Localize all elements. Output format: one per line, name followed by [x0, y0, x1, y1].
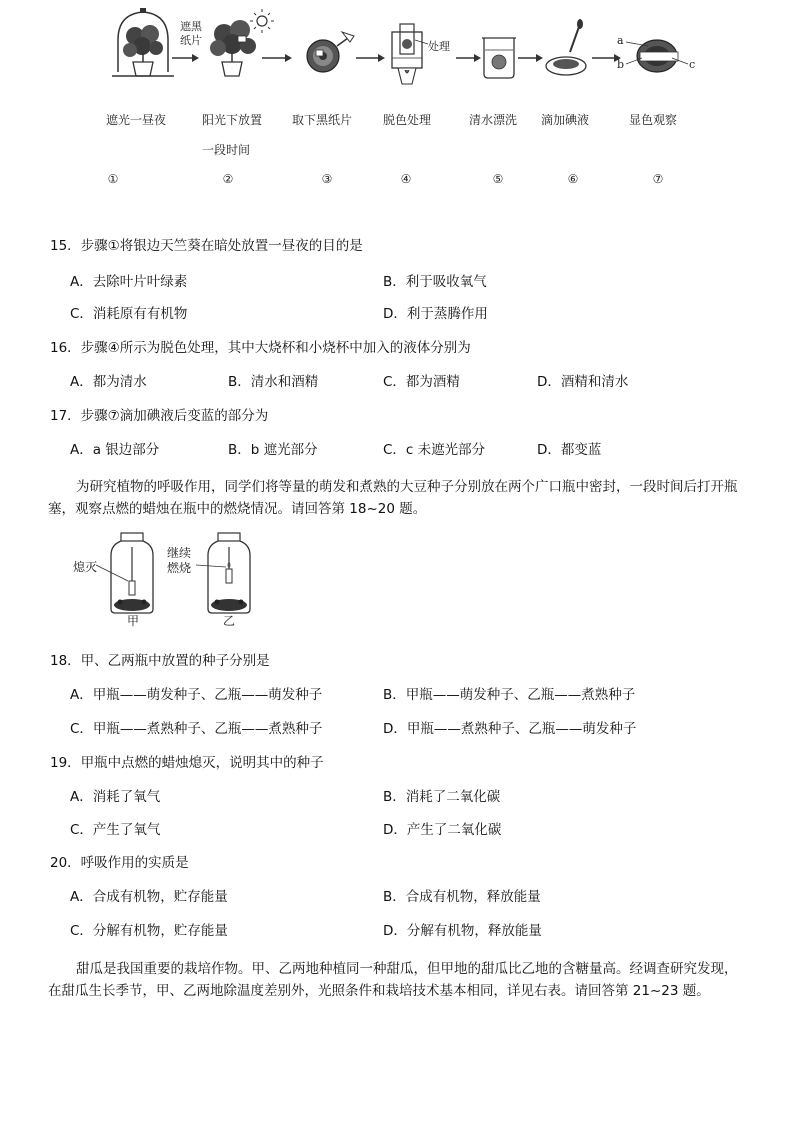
option-b: B．b 遮光部分	[228, 442, 318, 458]
passage-melon: 甜瓜是我国重要的栽培作物。甲、乙两地种植同一种甜瓜，但甲地的甜瓜比乙地的含糖量高。经调查研究发现，在甜瓜生长季节，甲、乙两地除温度差别外，光照条件和栽培技术基本相同，详见右表。请回答第 21~23 题。	[48, 961, 738, 999]
option-b: B．利于吸收氧气	[383, 274, 487, 290]
step-number-7: ⑦	[652, 172, 664, 186]
step3-leaf	[307, 32, 354, 72]
experiment-drawings	[0, 0, 794, 200]
caption-step7: 显色观察	[628, 113, 677, 127]
option-d: D．利于蒸腾作用	[383, 306, 488, 322]
option-d: D．甲瓶——煮熟种子、乙瓶——萌发种子	[383, 721, 637, 737]
caption-step6: 滴加碘液	[540, 113, 589, 127]
option-c: C．都为酒精	[383, 374, 460, 390]
option-a: A．都为清水	[70, 374, 147, 390]
step-number-5: ⑤	[492, 172, 504, 186]
step6-iodine-drop	[546, 19, 586, 75]
step5-beaker	[482, 38, 516, 78]
caption-step4: 脱色处理	[382, 113, 431, 127]
question-stem: 19．甲瓶中点燃的蜡烛熄灭，说明其中的种子	[50, 755, 324, 771]
caption-step1: 遮光一昼夜	[105, 113, 166, 127]
jar-jia-label: 甲	[127, 614, 140, 628]
jar-jia	[96, 533, 153, 613]
option-c: C．分解有机物，贮存能量	[70, 923, 228, 939]
option-c: C．产生了氧气	[70, 822, 161, 838]
step1-bell-jar-plant	[112, 8, 174, 76]
label-c: c	[689, 58, 696, 71]
option-d: D．产生了二氧化碳	[383, 822, 502, 838]
caption-step2: 阳光下放置	[201, 113, 262, 127]
option-d: D．酒精和清水	[537, 374, 629, 390]
question-stem: 20．呼吸作用的实质是	[50, 855, 189, 871]
option-c: C．c 未遮光部分	[383, 442, 486, 458]
option-a: A．合成有机物，贮存能量	[70, 889, 228, 905]
step-number-2: ②	[222, 172, 234, 186]
caption-step2-line2: 一段时间	[201, 143, 250, 157]
option-b: B．合成有机物，释放能量	[383, 889, 541, 905]
extinguished-label: 熄灭	[73, 560, 98, 574]
question-stem: 17．步骤⑦滴加碘液后变蓝的部分为	[50, 408, 269, 424]
question-stem: 16．步骤④所示为脱色处理，其中大烧杯和小烧杯中加入的液体分别为	[50, 340, 471, 356]
option-a: A．去除叶片叶绿素	[70, 274, 188, 290]
option-c: C．甲瓶——煮熟种子、乙瓶——煮熟种子	[70, 721, 323, 737]
step-number-1: ①	[107, 172, 119, 186]
step7-observe-leaf	[626, 40, 688, 72]
option-d: D．分解有机物，释放能量	[383, 923, 542, 939]
label-a: a	[617, 34, 624, 47]
step-number-3: ③	[321, 172, 333, 186]
option-c: C．消耗原有有机物	[70, 306, 188, 322]
keeps-burning-label: 继续 燃烧	[167, 546, 192, 575]
caption-step3: 取下黑纸片	[291, 113, 352, 127]
option-b: B．清水和酒精	[228, 374, 319, 390]
option-b: B．消耗了二氧化碳	[383, 789, 501, 805]
question-stem: 18．甲、乙两瓶中放置的种子分别是	[50, 653, 270, 669]
caption-step5: 清水漂洗	[468, 113, 517, 127]
option-b: B．甲瓶——萌发种子、乙瓶——煮熟种子	[383, 687, 636, 703]
step-number-4: ④	[400, 172, 412, 186]
option-a: A．消耗了氧气	[70, 789, 161, 805]
step2-plant-in-sun	[210, 9, 274, 76]
jar-drawings	[0, 525, 300, 620]
shade-paper-label: 遮黑 纸片	[180, 20, 202, 47]
treatment-label: 处理	[428, 40, 450, 53]
option-a: A．甲瓶——萌发种子、乙瓶——萌发种子	[70, 687, 323, 703]
option-a: A．a 银边部分	[70, 442, 160, 458]
option-d: D．都变蓝	[537, 442, 602, 458]
jar-yi	[196, 533, 250, 613]
jar-yi-label: 乙	[223, 614, 236, 628]
passage-respiration: 为研究植物的呼吸作用，同学们将等量的萌发和煮熟的大豆种子分别放在两个广口瓶中密封，一段时间后打开瓶塞，观察点燃的蜡烛在瓶中的燃烧情况。请回答第 18~20 题。	[48, 479, 738, 517]
step-number-6: ⑥	[567, 172, 579, 186]
question-stem: 15．步骤①将银边天竺葵在暗处放置一昼夜的目的是	[50, 238, 363, 254]
step4-water-bath	[392, 24, 428, 84]
label-b: b	[617, 58, 625, 71]
